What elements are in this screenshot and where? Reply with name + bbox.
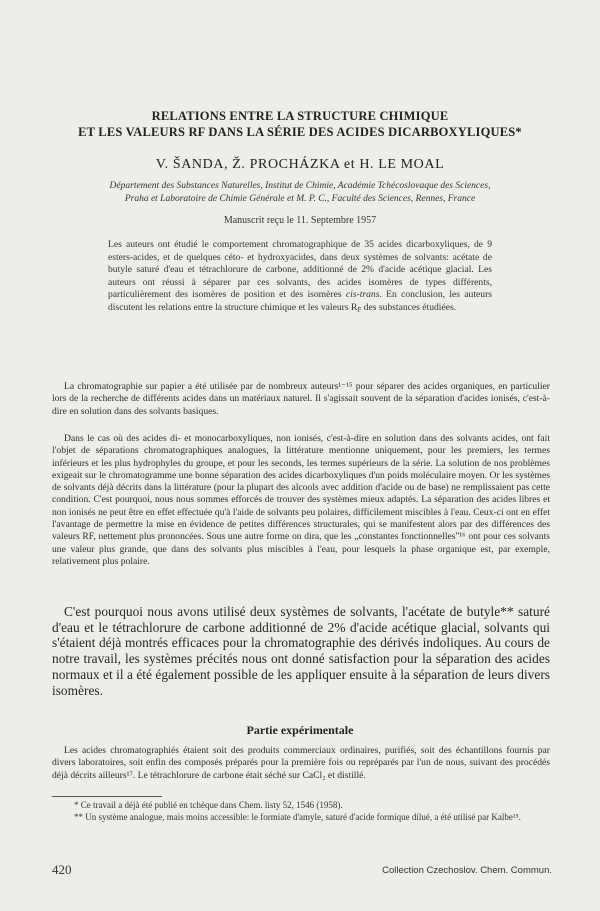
journal-name: Collection Czechoslov. Chem. Commun. [382,865,552,876]
paragraph-large-print: C'est pourquoi nous avons utilisé deux systèmes de solvants, l'acétate de butyle** saturé d'eau et le tétrachlorure de carbone additionné de 2% d'acide acétique glacial, solvants qui s'étaient déjà montrés efficaces pour la chromatographie des dérivés indoliques. Au cours de notre travail, les systèmes précités nous ont donné satisfaction pour la séparation des acides normaux et il a été également possible de les appliquer ensuite à la séparation de leurs divers isomères. [52,604,550,698]
affiliation-line-2: Praha et Laboratoire de Chimie Générale et M. P. C., Faculté des Sciences, Rennes, France [124,194,476,204]
author-list: V. ŠANDA, Ž. PROCHÁZKA et H. LE MOAL [155,157,445,172]
affiliation [40,180,560,206]
footnote-divider [52,796,162,797]
article-title [40,108,560,140]
abstract [108,239,492,317]
abstract-text-c: . En conclusion, les auteurs discutent les relations entre la structure chimique et les valeurs R [108,289,492,313]
footnote-2: ** Un système analogue, mais moins accessible: le formiate d'amyle, saturé d'acide formique dilué, a été utilisé par Kalbe¹⁵. [74,811,521,822]
footnotes [52,800,550,824]
section-heading: Partie expérimentale [246,723,354,737]
abstract-text-d: des substances étudiées. [361,301,457,313]
article-title-line-2: ET LES VALEURS RF DANS LA SÉRIE DES ACIDES DICARBOXYLIQUES* [78,125,522,139]
page-number: 420 [52,862,72,877]
abstract-subscript: F [357,305,362,314]
footnote-1: * Ce travail a déjà été publié en tchèque dans Chem. listy 52, 1546 (1958). [74,800,343,810]
abstract-text-italic: cis-trans [345,289,380,301]
affiliation-line-1: Département des Substances Naturelles, Institut de Chimie, Académie Tchécoslovaque des Sciences, [109,181,491,191]
abstract-text-a: Les auteurs ont étudié le comportement chromatographique de 35 acides dicarboxyliques, de 9 esters-acides, et de quelques céto- et hydroxyacides, dans deux systèmes de solvants: acétate de butyle saturé d'eau et tétrachlorure de carbone, additionné de 2% d'acide acétique glacial. Les auteurs ont réussi à séparer par ces solvants, des acides isomères de types différents, particulièrement des isomères de position et des isomères [108,239,492,301]
paragraph-experimental: Les acides chromatographiés étaient soit des produits commerciaux ordinaires, purifiés, soit des échantillons fournis par divers laboratoires, soit enfin des composés préparés pour la première fois ou repréparés par l'un de nous, suivant des procédés déjà décrits ailleurs¹⁷. Le tétrachlorure de carbone était séché sur CaCl₂ et distillé. [52,745,550,781]
received-date: Manuscrit reçu le 11. Septembre 1957 [223,215,377,226]
paragraph-intro: La chromatographie sur papier a été utilisée par de nombreux auteurs¹⁻¹⁵ pour séparer des acides organiques, en particulier lors de la recherche de différents acides dans un matériaux naturel. Il s'agissait souvent de la séparation d'acides ionisés, c'est-à-dire en solution dans des solvants basiques. [52,381,550,417]
paragraph-solvents: Dans le cas où des acides di- et monocarboxyliques, non ionisés, c'est-à-dire en solution dans des solvants acides, ont fait l'objet de séparations chromatographiques analogues, la littérature mentionne uniquement, pour les premiers, les termes inférieurs et les plus hydrophyles du groupe, et pour les seconds, les termes supérieurs de la série. La solution de nos problèmes exigeait sur le chromatogramme une bonne séparation des acides dicarboxyliques d'un poids moléculaire moyen. Or les systèmes de solvants déjà décrits dans la littérature (pour la plupart des alcools avec addition d'acide ou de base) ne remplissaient pas cette condition. C'est pourquoi, nous nous sommes efforcés de trouver des systèmes mieux adaptés. La séparation des acides libres et non ionisés ne peut être en effet effectuée qu'à l'aide de solvants peu polaires, difficilement miscibles à l'eau. Ceux-ci ont en effet l'avantage de permettre la mise en évidence de petites différences structurales, qui se manifestent alors par des différences des valeurs RF, nettement plus prononcées. Sous une autre forme on dira, que les „constantes fonctionnelles"¹⁶ ont pour ces solvants une valeur plus grande, que dans des solvants plus miscibles à l'eau, pour lesquels la phase organique est, par exemple, relativement plus polaire. [52,433,550,567]
article-title-line-1: RELATIONS ENTRE LA STRUCTURE CHIMIQUE [151,109,449,123]
